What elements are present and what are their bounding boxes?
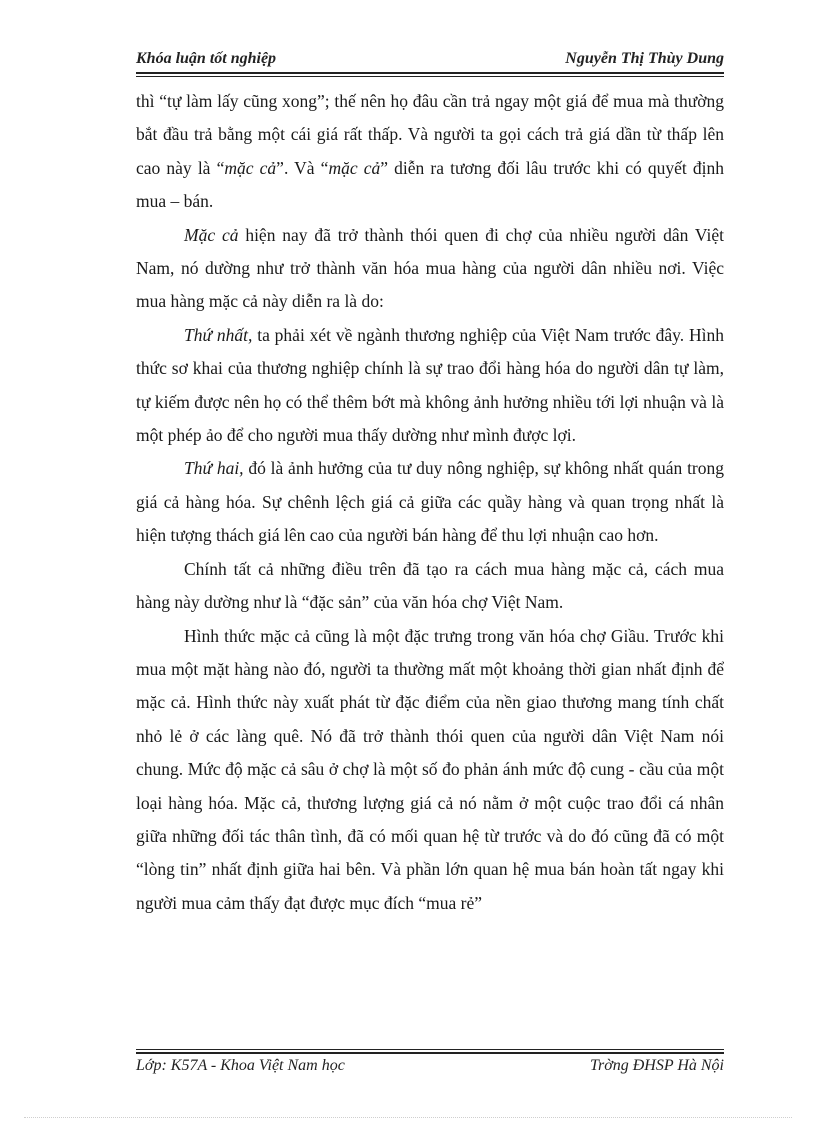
paragraph-3-emphasis: Thứ nhất, [184, 324, 253, 345]
footer-rule-thin [136, 1049, 724, 1050]
footer-class-label: Lớp: K57A - Khoa Việt Nam học [136, 1057, 345, 1074]
page-footer [136, 1057, 724, 1081]
paragraph-3 [136, 319, 724, 453]
paragraph-1-emphasis-b: mặc cả [328, 157, 381, 178]
paragraph-1-emphasis-a: mặc cả [224, 157, 277, 178]
body-text [136, 85, 724, 920]
header-author-name: Nguyễn Thị Thùy Dung [565, 50, 724, 67]
paragraph-6: Hình thức mặc cả cũng là một đặc trưng trong văn hóa chợ Giầu. Trước khi mua một mặt hàng nào đó, người ta thường mất một khoảng thời gian nhất định để mặc cả. Hình thức này xuất phát từ đặc điểm của nền giao thương mang tính chất nhỏ lẻ ở các làng quê. Nó đã trở thành thói quen của người dân Việt Nam nói chung. Mức độ mặc cả sâu ở chợ là một số đo phản ánh mức độ cung - cầu của một loại hàng hóa. Mặc cả, thương lượng giá cả nó nằm ở một cuộc trao đổi cá nhân giữa những đối tác thân tình, đã có mối quan hệ từ trước và do đó cũng đã có một “lòng tin” nhất định giữa hai bên. Và phần lớn quan hệ mua bán hoàn tất ngay khi người mua cảm thấy đạt được mục đích “mua rẻ” [136, 625, 724, 913]
paragraph-1 [136, 85, 724, 219]
paragraph-2-emphasis: Mặc cả [184, 224, 239, 245]
paragraph-5: Chính tất cả những điều trên đã tạo ra cách mua hàng mặc cả, cách mua hàng này dường như là “đặc sản” của văn hóa chợ Việt Nam. [136, 558, 724, 613]
paragraph-4-text: đó là ảnh hưởng của tư duy nông nghiệp, sự không nhất quán trong giá cả hàng hóa. Sự chênh lệch giá cả giữa các quầy hàng và quan trọng nhất là hiện tượng thách giá lên cao của người bán hàng để thu lợi nhuận cao hơn. [136, 458, 725, 546]
paragraph-4 [136, 452, 724, 552]
page-bottom-dotted-line [24, 1117, 792, 1118]
page-header [136, 50, 724, 74]
paragraph-1-text-b: ”. Và “ [276, 157, 329, 178]
paragraph-1-text-c: ” diễn ra tương đối lâu trước khi có quyết định mua – bán. [136, 157, 724, 212]
footer-university-label: Trờng ĐHSP Hà Nội [589, 1057, 724, 1074]
paragraph-3-text: ta phải xét về ngành thương nghiệp của Việt Nam trước đây. Hình thức sơ khai của thương nghiệp chính là sự trao đổi hàng hóa do người dân tự làm, tự kiếm được nên họ có thể thêm bớt mà không ảnh hưởng nhiều tới lợi nhuận và là một phép ảo để cho người mua thấy dường như mình được lợi. [136, 324, 724, 446]
paragraph-4-emphasis: Thứ hai, [184, 458, 244, 479]
paragraph-1-text-a: thì “tự làm lấy cũng xong”; thế nên họ đâu cần trả ngay một giá để mua mà thường bắt đầu trả bằng một cái giá rất thấp. Và người ta gọi cách trả giá dần từ thấp lên cao này là “ [136, 91, 724, 178]
paragraph-2 [136, 219, 724, 319]
paragraph-2-text: hiện nay đã trở thành thói quen đi chợ của nhiều người dân Việt Nam, nó dường như trở thành văn hóa mua hàng của người dân nhiều nơi. Việc mua hàng mặc cả này diễn ra là do: [136, 224, 724, 312]
header-rule-thin [136, 76, 724, 77]
header-rule-thick [136, 72, 724, 74]
header-thesis-label: Khóa luận tốt nghiệp [136, 50, 277, 67]
footer-rule-thick [136, 1052, 724, 1054]
